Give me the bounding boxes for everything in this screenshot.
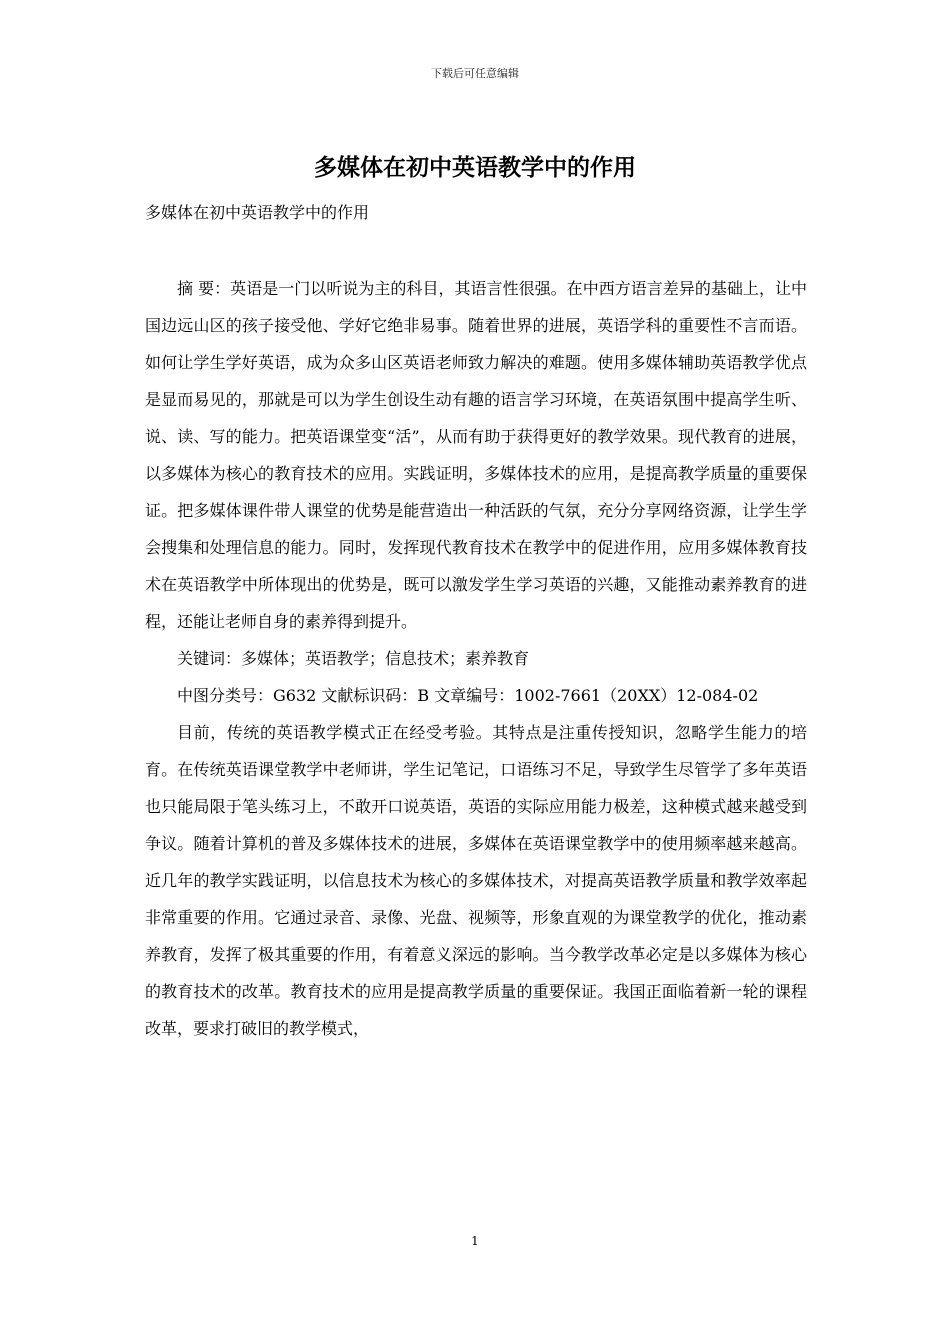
keywords-paragraph: 关键词：多媒体；英语教学；信息技术；素养教育 — [177, 649, 530, 668]
document-subtitle: 多媒体在初中英语教学中的作用 — [145, 203, 370, 222]
page-number: 1 — [471, 1234, 479, 1248]
page-header: 下载后可任意编辑 — [431, 67, 519, 80]
body-paragraph: 目前，传统的英语教学模式正在经受考验。其特点是注重传授知识，忽略学生能力的培育。在传统英语课堂教学中老师讲，学生记笔记，口语练习不足，导致学生尽管学了多年英语也只能局限于笔头练习上，不敢开口说英语，英语的实际应用能力极差，这种模式越来越受到争议。随着计算机的普及多媒体技术的进展，多媒体在英语课堂教学中的使用频率越来越高。近几年的教学实践证明，以信息技术为核心的多媒体技术，对提高英语教学质量和教学效率起非常重要的作用。它通过录音、录像、光盘、视频等，形象直观的为课堂教学的优化，推动素养教育，发挥了极其重要的作用，有着意义深远的影响。当今教学改革必定是以多媒体为核心的教育技术的改革。教育技术的应用是提高教学质量的重要保证。我国正面临着新一轮的课程改革，要求打破旧的教学模式， — [145, 723, 807, 1038]
document-title: 多媒体在初中英语教学中的作用 — [314, 155, 636, 181]
document-body — [145, 270, 807, 1047]
abstract-paragraph: 摘 要：英语是一门以听说为主的科目，其语言性很强。在中西方语言差异的基础上，让中国边远山区的孩子接受他、学好它绝非易事。随着世界的进展，英语学科的重要性不言而语。如何让学生学好英语，成为众多山区英语老师致力解决的难题。使用多媒体辅助英语教学优点是显而易见的，那就是可以为学生创设生动有趣的语言学习环境，在英语氛围中提高学生听、说、读、写的能力。把英语课堂变“活”，从而有助于获得更好的教学效果。现代教育的进展，以多媒体为核心的教育技术的应用。实践证明，多媒体技术的应用，是提高教学质量的重要保证。把多媒体课件带人课堂的优势是能营造出一种活跃的气氛，充分分享网络资源，让学生学会搜集和处理信息的能力。同时，发挥现代教育技术在教学中的促进作用，应用多媒体教育技术在英语教学中所体现出的优势是，既可以激发学生学习英语的兴趣，又能推动素养教育的进程，还能让老师自身的素养得到提升。 — [145, 279, 807, 631]
classification-paragraph: 中图分类号：G632 文献标识码：B 文章编号：1002-7661（20XX）12-084-02 — [177, 686, 759, 705]
